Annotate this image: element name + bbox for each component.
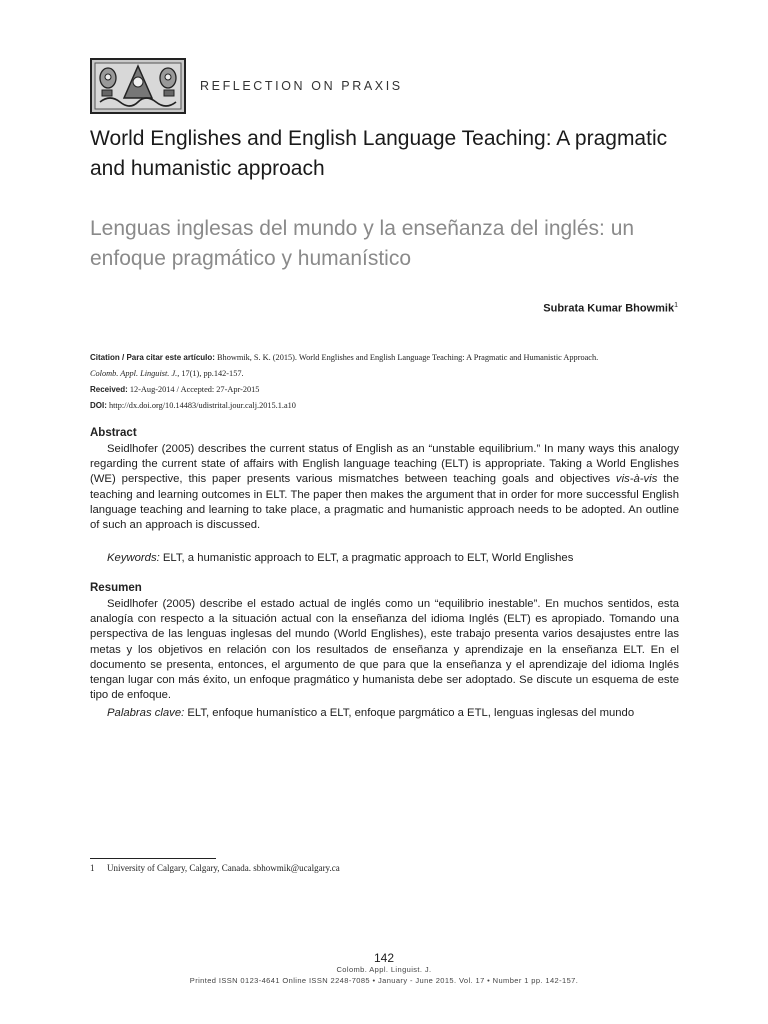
author-name: Subrata Kumar Bhowmik — [543, 302, 675, 315]
keywords-line — [107, 551, 573, 566]
abstract-text-part1: Seidlhofer (2005) describes the current status of English as an “unstable equilibrium.” In many ways this analogy regarding the current state of affairs with English language teaching (ELT) is appropriate. Taking a World Englishes (WE) perspective, this paper presents various mismatches between teaching goals and objectives — [90, 443, 679, 486]
resumen-heading: Resumen — [90, 582, 142, 594]
author-line — [543, 302, 678, 315]
doi-link[interactable]: http://dx.doi.org/10.14483/udistrital.jour.calj.2015.1.a10 — [108, 401, 296, 410]
abstract-heading: Abstract — [90, 427, 137, 439]
doi-label: DOI: — [90, 401, 107, 410]
footnote-text: University of Calgary, Calgary, Canada. sbhowmik@ucalgary.ca — [107, 863, 340, 873]
article-title-spanish: Lenguas inglesas del mundo y la enseñanza del inglés: un enfoque pragmático y humanístico — [90, 217, 635, 270]
section-label: REFLECTION ON PRAXIS — [200, 79, 403, 93]
abstract-text-part2: the teaching and learning outcomes in ELT. The paper then makes the argument that in order for more successful English language teaching and learning to take place, a pragmatic and humanistic approach needs to be adopted. An outline of such an approach is discussed. — [90, 473, 679, 532]
received-line — [90, 382, 680, 398]
footnote-divider — [90, 858, 216, 859]
abstract-text-italic: vis-à-vis — [615, 473, 658, 486]
keywords-label: Keywords: — [107, 552, 160, 564]
footnote — [90, 863, 340, 873]
footnote-number: 1 — [90, 863, 95, 873]
doi-line — [90, 398, 680, 414]
citation-journal: Colomb. Appl. Linguist. J. — [90, 369, 178, 378]
received-text: 12-Aug-2014 / Accepted: 27-Apr-2015 — [129, 385, 260, 394]
citation-line — [90, 350, 680, 366]
resumen-text: Seidlhofer (2005) describe el estado actual de inglés como un “equilibrio inestable”. En muchos sentidos, esta analogía con respecto a la situación actual con la enseñanza del idioma Inglés (ELT) es apropiado. Tomando una perspectiva de las lenguas inglesas del mundo (World Englishes), este trabajo presenta varios desajustes entre las metas y los objetivos en relación con los resultados de enseñanza y aprendizaje en la enseñanza ELT. En el documento se presenta, entonces, el argumento de que para que la enseñanza y el aprendizaje del idioma Inglés tengan lugar con más éxito, un enfoque pragmático y humanista debe ser adoptado. Se discute un esquema de este tipo de enfoque. — [90, 598, 679, 702]
author-footnote-mark: 1 — [674, 302, 678, 309]
page-number: 142 — [373, 951, 395, 965]
abstract-text — [90, 442, 679, 533]
article-metadata — [90, 350, 680, 414]
footer-issn-line: Printed ISSN 0123-4641 Online ISSN 2248-7085 • January - June 2015. Vol. 17 • Number 1 pp. 142-157. — [189, 976, 579, 985]
footer-journal: Colomb. Appl. Linguist. J. — [336, 965, 432, 974]
citation-text: Bhowmik, S. K. (2015). World Englishes and English Language Teaching: A Pragmatic and Humanistic Approach. — [217, 353, 599, 362]
citation-details: , 17(1), pp.142-157. — [177, 369, 244, 378]
palabras-clave-line — [107, 706, 634, 721]
article-title-english: World Englishes and English Language Teaching: A pragmatic and humanistic approach — [90, 127, 668, 180]
keywords-text: ELT, a humanistic approach to ELT, a pragmatic approach to ELT, World Englishes — [159, 552, 574, 564]
palabras-clave-text: ELT, enfoque humanístico a ELT, enfoque pargmático a ETL, lenguas inglesas del mundo — [184, 707, 635, 719]
palabras-clave-label: Palabras clave: — [107, 707, 185, 719]
ornamental-figure-icon — [90, 58, 186, 114]
received-label: Received: — [90, 385, 128, 394]
citation-label: Citation / Para citar este artículo: — [90, 353, 215, 362]
citation-journal-line — [90, 366, 680, 382]
